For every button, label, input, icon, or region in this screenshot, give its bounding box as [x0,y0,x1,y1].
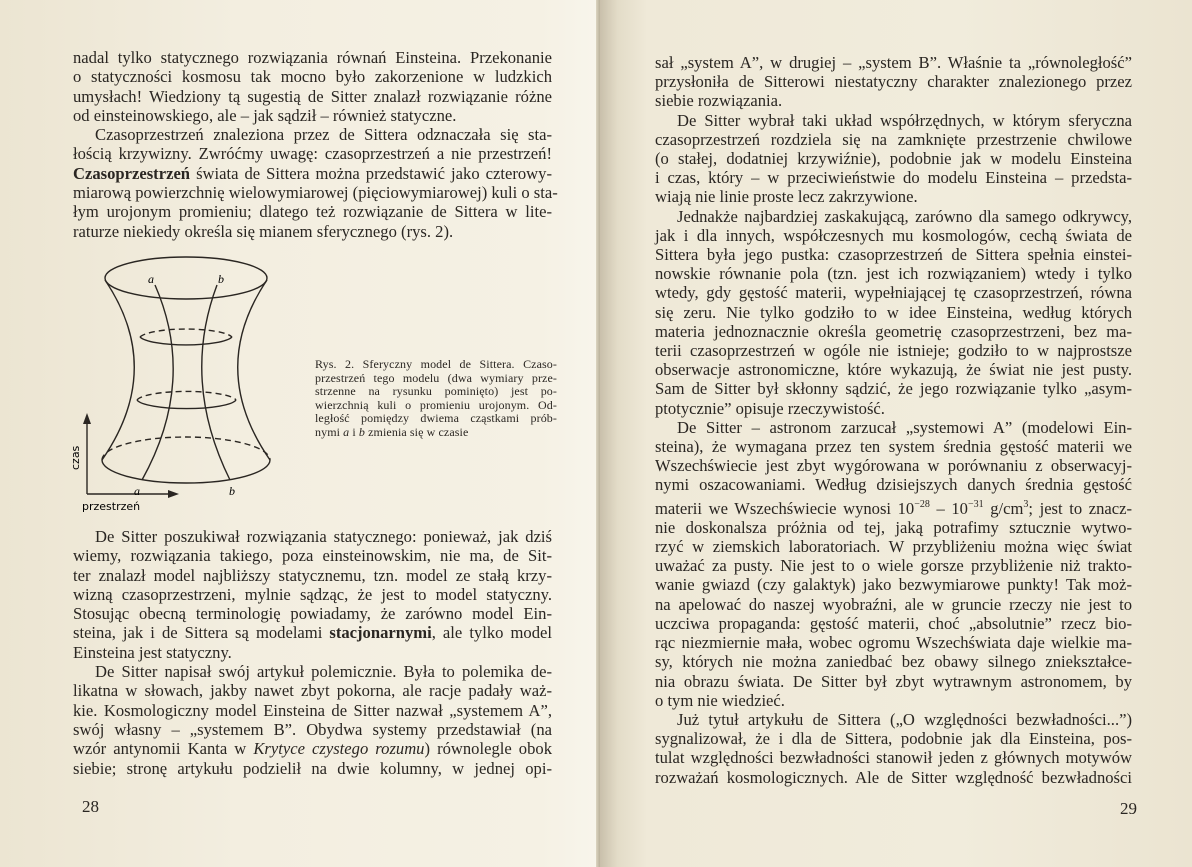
page-number-left: 28 [82,797,99,816]
top-ellipse [105,257,267,299]
text-line: na apelować do naszej wyobraźni, ale w gruncie rzeczy nie jest to [655,594,1132,614]
text-line: wizną czasoprzestrzeni, mylnie sądząc, że jest to model statyczny. [73,584,552,604]
text-line: łością krzywizny. Zwróćmy uwagę: czasoprzestrzeń a nie przestrzeń! [73,144,552,164]
text-line: sał „system A”, w drugiej – „system B”. Właśnie ta „równoległość” [655,53,1132,72]
left-profile-curve [102,280,134,460]
paragraph-bottom [73,527,552,778]
lower-ellipse-front [137,400,236,409]
text-line: rąc niezmiernie mała, wobec ogromu Wszechświata daje wielkie ma- [655,633,1132,653]
text-line: przestrzeń tego modelu (dwa wymiary prze- [315,370,557,385]
text-line: swój własny – „systemem B”. Obydwa systemy przedstawiał (na [73,719,552,739]
text-segment: g/cm [983,498,1024,518]
text-line: od einsteinowskiego, ale – jak sądził – również statyczne. [73,105,457,125]
text-line: raturze niekiedy określa się mianem sferycznego (rys. 2). [73,221,454,241]
text-line: nia obrazu świata. De Sitter był zbyt wytrawnym astronomem, by [655,671,1132,691]
text-line: miarową powierzchnię wielowymiarowej (pięciowymiarowej) kuli o sta- [73,183,558,203]
text-line: (o stałej, dodatniej krzywiźnie), podobnie jak w modelu Einsteina [655,149,1132,169]
right-profile-curve [238,280,270,460]
text-line [73,739,552,758]
text-line: uważać za pusty. Nie jest to o wiele gorsze przybliżenie niż trakto- [655,556,1132,576]
text-line: siebie; stronę artykułu podzielił na dwie kolumny, w jednej opi- [73,758,552,778]
text-line: Jednakże najbardziej zaskakującą, zarówno dla samego odkrywcy, [677,206,1132,226]
text-line [73,623,552,642]
text-line: likatna w słowach, jakby nawet zbyt pokorna, ale racje padały waż- [73,681,552,701]
axis-label-time: czas [69,445,82,470]
upper-ellipse-back [140,329,232,337]
upper-ellipse-front [140,337,232,345]
text-line: siebie rozwiązania. [655,91,783,111]
text-line: sygnalizował, że i dla de Sittera, podobnie jak dla Einsteina, pos- [655,729,1132,749]
text-segment: nymi [315,424,344,439]
superscript: 3 [1023,498,1029,510]
bold-text: stacjonarnymi [329,623,432,643]
text-line: De Sitter poszukiwał rozwiązania statycznego: ponieważ, jak dziś [95,527,552,546]
label-a-top: a [148,272,154,286]
text-segment: wzór antynomii Kanta w [73,739,254,759]
text-segment: świata de Sittera można przedstawić jako czterowy- [190,163,552,183]
text-segment: , ale tylko model [431,623,553,643]
text-line: Rys. 2. Sferyczny model de Sittera. Czaso- [315,357,557,371]
text-line: Czasoprzestrzeń znaleziona przez de Sittera odznaczała się sta- [95,125,552,145]
text-line: wanie gwiazd (czy galaktyk) jako bezwymiarowe punkty! Tak moż- [655,575,1132,595]
text-line: steina), że wymagana przez ten system średnia gęstość materii we [655,437,1132,457]
text-segment: – 10 [929,498,968,518]
figure-de-sitter-model [0,0,600,520]
text-segment: ) równolegle obok [424,739,552,759]
text-line: wtedy, gdy gęstość materii, wypełniającej tę czasoprzestrzeń, równa [655,283,1132,303]
text-line: ter znalazł model najbliższy statycznemu, tzn. model ze stałą krzy- [73,565,552,585]
text-line: obserwacje astronomiczne, które wykazują, że świat nie jest pusty. [655,360,1132,380]
text-line: przysłoniła de Sitterowi niestatyczny charakter znalezionego przez [655,72,1132,92]
text-line [655,495,1132,518]
text-line: Sam de Sitter był skłonny sądzić, że jego rozwiązanie tylko „asym- [655,379,1132,399]
text-segment: zmienia się w czasie [365,424,469,439]
text-line: strzenne na rysunku pominięto) jest po- [315,384,557,399]
text-line: rozważań kosmologicznych. Ale de Sitter względność bezwładności [655,767,1132,787]
text-line: nowskie równanie pola (tzn. jest ich rozwiązaniem) wtedy i tylko [655,264,1132,284]
text-line: tulat względności bezwładności stanowił jeden z głównych motywów [655,748,1132,768]
right-page-text [655,53,1132,787]
text-line: czasoprzestrzeń rozdziela się na zamknięte przestrzenie chwilowe [655,129,1132,149]
text-line: nymi oszacowaniami. Według dzisiejszych danych średnia gęstość [655,475,1132,495]
text-segment: steina, jak i de Sittera są modelami [73,623,330,643]
italic-text: a [343,424,350,439]
page-number-right: 29 [1120,799,1137,818]
right-page [600,0,1192,867]
text-line: łym urojonym promieniu; dlatego też rozwiązanie de Sittera w lite- [73,202,552,222]
bold-text: Czasoprzestrzeń [73,163,191,183]
text-line: Wszechświecie jest zbyt wygórowana w porównaniu z obserwacyj- [655,456,1132,476]
time-axis-arrow-icon [83,413,91,424]
text-line: ptotycznie” opisuje rzeczywistość. [655,398,885,418]
text-line: De Sitter napisał swój artykuł polemicznie. Była to polemika de- [95,662,552,682]
text-line: Sittera była jego pustka: czasoprzestrzeń de Sittera spełnia einstei- [655,245,1132,265]
label-b-bottom: b [229,484,235,498]
space-axis-arrow-icon [168,490,179,498]
text-segment: materii we Wszechświecie wynosi 10 [655,498,915,518]
worldline-b [202,285,230,480]
text-line: Einsteina jest statyczny. [73,642,232,662]
label-b-top: b [218,272,224,286]
text-line: i czas, który – w przeciwieństwie do modelu Einsteina – przedsta- [655,168,1132,188]
text-line: jak i dla innych, współczesnych mu kosmologów, cechą świata de [655,225,1132,245]
text-line: o tym nie wiedzieć. [655,690,785,710]
text-line: De Sitter – astronom zarzucał „systemowi A” (modelowi Ein- [677,417,1132,437]
text-line: się zeru. Nie tylko godziło to w idee Einsteina, według których [655,302,1132,322]
text-line: Już tytuł artykułu de Sittera („O względności bezwładności...”) [677,709,1132,729]
text-line: terii czasoprzestrzeń w ogóle nie istnieje; godziło to w najprostsze [655,341,1132,361]
bottom-ellipse-front [102,460,270,483]
lower-ellipse-back [137,391,236,400]
label-a-bottom: a [134,484,140,498]
worldline-a [142,285,173,480]
text-line [315,426,557,440]
text-line: Stosując obecną terminologię powiadamy, że zarówno model Ein- [73,604,552,624]
text-line: o statyczności kosmosu tak mocno było zakorzenione w ludzkich [73,67,552,87]
bottom-ellipse-back [102,437,270,460]
superscript: −31 [967,498,984,510]
text-line: wierzchnią kuli o promieniu urojonym. Od- [315,397,557,412]
italic-text: Krytyce czystego rozumu [253,739,425,759]
text-line: sy, których nie można zaniedbać bez obawy silnego zniekształce- [655,652,1132,672]
axis-label-space: przestrzeń [82,500,141,513]
text-line: ległość pomiędzy dwiema cząstkami prób- [315,411,557,426]
text-line: nadal tylko statycznego rozwiązania równań Einsteina. Przekonanie [73,48,552,67]
text-line: kie. Kosmologiczny model Einsteina de Sitter nazwał „systemem A”, [73,700,552,720]
text-segment: ; jest to znacz- [1028,498,1133,518]
text-line: wiemy, rozwiązania takiego, poza einsteinowskim, nie ma, de Sit- [73,546,552,566]
text-line: wiają nie linie proste lecz zakrzywione. [655,187,918,207]
text-line: nie doskonalsza próżnia od tej, jaką potrafimy sztucznie wytwo- [655,517,1132,537]
superscript: −28 [914,498,930,510]
text-line: umysłach! Wiedziony tą sugestią de Sitter znalazł rozwiązanie różne [73,86,552,106]
text-line: uczciwa propaganda: gęstość materii, choć „absolutnie” rzecz bio- [655,613,1132,633]
figure-caption [315,358,557,440]
text-line: De Sitter wybrał taki układ współrzędnych, w którym sferyczna [677,110,1132,130]
text-line: rzyć w ziemskich laboratoriach. W przybliżeniu można więc świat [655,537,1132,557]
italic-text: b [358,424,366,439]
text-line: materia jednoznacznie określa geometrię czasoprzestrzeni, bez ma- [655,321,1132,341]
text-segment: i [349,424,359,439]
